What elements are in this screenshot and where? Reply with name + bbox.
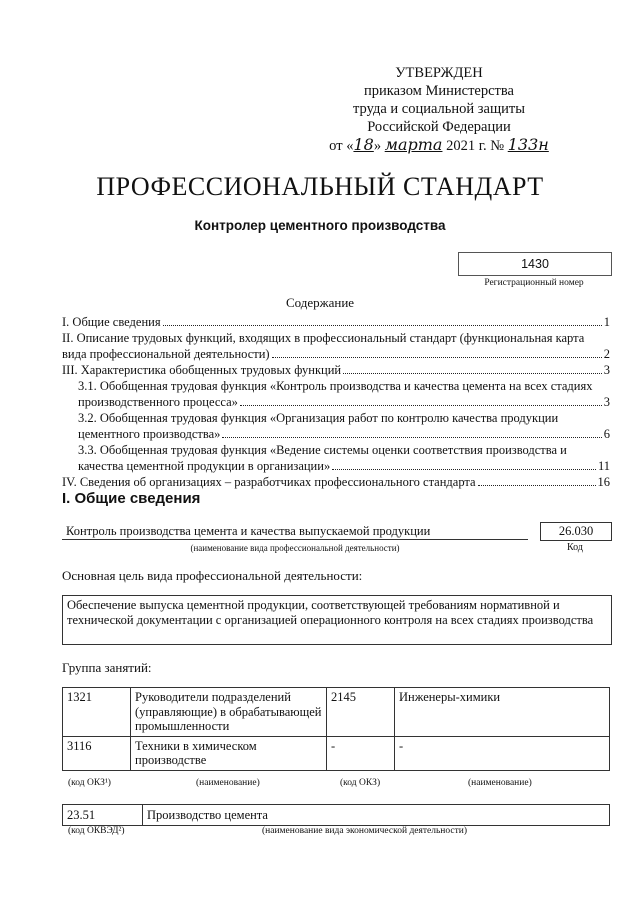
toc-item[interactable] [62, 378, 610, 410]
okved-name-caption: (наименование вида экономической деятельности) [262, 826, 467, 836]
toc-leader [222, 437, 601, 438]
occupation-name-caption-2: (наименование) [468, 778, 532, 788]
okved-code-cell: 23.51 [63, 805, 143, 826]
toc-item[interactable] [62, 410, 610, 442]
approval-date-line [324, 136, 554, 155]
toc-item-text: 3.3. Обобщенная трудовая функция «Ведение системы оценки соответствия производства и [78, 443, 567, 457]
toc-item[interactable] [62, 330, 610, 362]
table-row [63, 688, 610, 737]
document-title: ПРОФЕССИОНАЛЬНЫЙ СТАНДАРТ [96, 172, 544, 201]
table-row [63, 736, 610, 770]
toc-item-text: III. Характеристика обобщенных трудовых функций [62, 363, 342, 377]
date-month: марта [384, 135, 443, 154]
okz-code-cell: 3116 [63, 736, 131, 770]
approval-line-4: Российской Федерации [367, 119, 511, 135]
toc-item-text: 3.2. Обобщенная трудовая функция «Организация работ по контролю качества продукции [78, 411, 559, 425]
activity-code-box: 26.030 [540, 522, 612, 541]
toc-item-page: 1 [603, 315, 610, 329]
toc-heading: Содержание [285, 295, 355, 310]
toc-leader [478, 485, 596, 486]
goal-label: Основная цель вида профессиональной деятельности: [62, 568, 363, 583]
order-number: 133н [507, 135, 549, 154]
occupation-name-cell: Руководители подразделений (управляющие) в обрабатывающей промышленности [131, 688, 327, 737]
toc-item-text: I. Общие сведения [62, 315, 161, 329]
occupation-name-cell: - [395, 736, 610, 770]
toc-leader [272, 357, 602, 358]
group-label: Группа занятий: [62, 660, 152, 675]
toc-leader [163, 325, 602, 326]
toc-item[interactable] [62, 474, 610, 490]
toc-item-text: II. Описание трудовых функций, входящих в профессиональный стандарт (функциональная карта [62, 331, 585, 345]
toc-item-text-cont: цементного производства» [78, 427, 221, 441]
okz-code-caption: (код ОКЗ¹) [68, 778, 111, 788]
okz-code-cell: 2145 [327, 688, 395, 737]
okz-code-caption-2: (код ОКЗ) [340, 778, 381, 788]
date-year: 2021 г. № [446, 138, 505, 154]
toc-leader [332, 469, 596, 470]
goal-text-box: Обеспечение выпуска цементной продукции, соответствующей требованиям нормативной и технической документации с организацией операционного контроля на всех стадиях производства [62, 595, 612, 645]
approval-line-3: труда и социальной защиты [353, 101, 525, 117]
toc-item[interactable] [62, 314, 610, 330]
table-row [63, 805, 610, 826]
toc-item-page: 2 [603, 347, 610, 361]
toc-item-page: 11 [597, 459, 610, 473]
okved-code-caption: (код ОКВЭД²) [68, 826, 125, 836]
occupation-name-cell: Техники в химическом производстве [131, 736, 327, 770]
section-heading: I. Общие сведения [62, 490, 201, 507]
okz-code-cell: - [327, 736, 395, 770]
table-of-contents [62, 314, 610, 490]
date-mid: » [373, 138, 382, 154]
toc-item-text-cont: качества цементной продукции в организации» [78, 459, 331, 473]
date-day: 18 [353, 135, 374, 154]
toc-leader [343, 373, 602, 374]
okved-name-cell: Производство цемента [143, 805, 610, 826]
toc-item-page: 3 [603, 363, 610, 377]
toc-leader [240, 405, 602, 406]
toc-item-page: 6 [603, 427, 610, 441]
okved-table [62, 804, 610, 826]
occupation-group-table [62, 687, 610, 771]
registration-number-box: 1430 [458, 252, 612, 276]
approval-line-2: приказом Министерства [364, 83, 514, 99]
toc-item[interactable] [62, 442, 610, 474]
registration-caption: Регистрационный номер [484, 278, 584, 288]
toc-item-text-cont: вида профессиональной деятельности) [62, 347, 270, 361]
toc-item-page: 16 [597, 475, 610, 489]
okz-code-cell: 1321 [63, 688, 131, 737]
toc-item-text-cont: производственного процесса» [78, 395, 238, 409]
activity-code-caption: Код [567, 542, 583, 553]
approval-block [324, 64, 554, 155]
toc-item-text: 3.1. Обобщенная трудовая функция «Контроль производства и качества цемента на всех стадиях [78, 379, 593, 393]
toc-item[interactable] [62, 362, 610, 378]
toc-item-page: 3 [603, 395, 610, 409]
occupation-name-caption: (наименование) [196, 778, 260, 788]
activity-kind-caption: (наименование вида профессиональной деятельности) [190, 543, 400, 553]
approval-status: УТВЕРЖДЕН [395, 65, 483, 81]
toc-item-text: IV. Сведения об организациях – разработчиках профессионального стандарта [62, 475, 476, 489]
date-prefix: от « [329, 138, 354, 154]
activity-kind-field: Контроль производства цемента и качества выпускаемой продукции [62, 524, 528, 540]
occupation-name-cell: Инженеры-химики [395, 688, 610, 737]
document-subtitle: Контролер цементного производства [194, 218, 446, 233]
